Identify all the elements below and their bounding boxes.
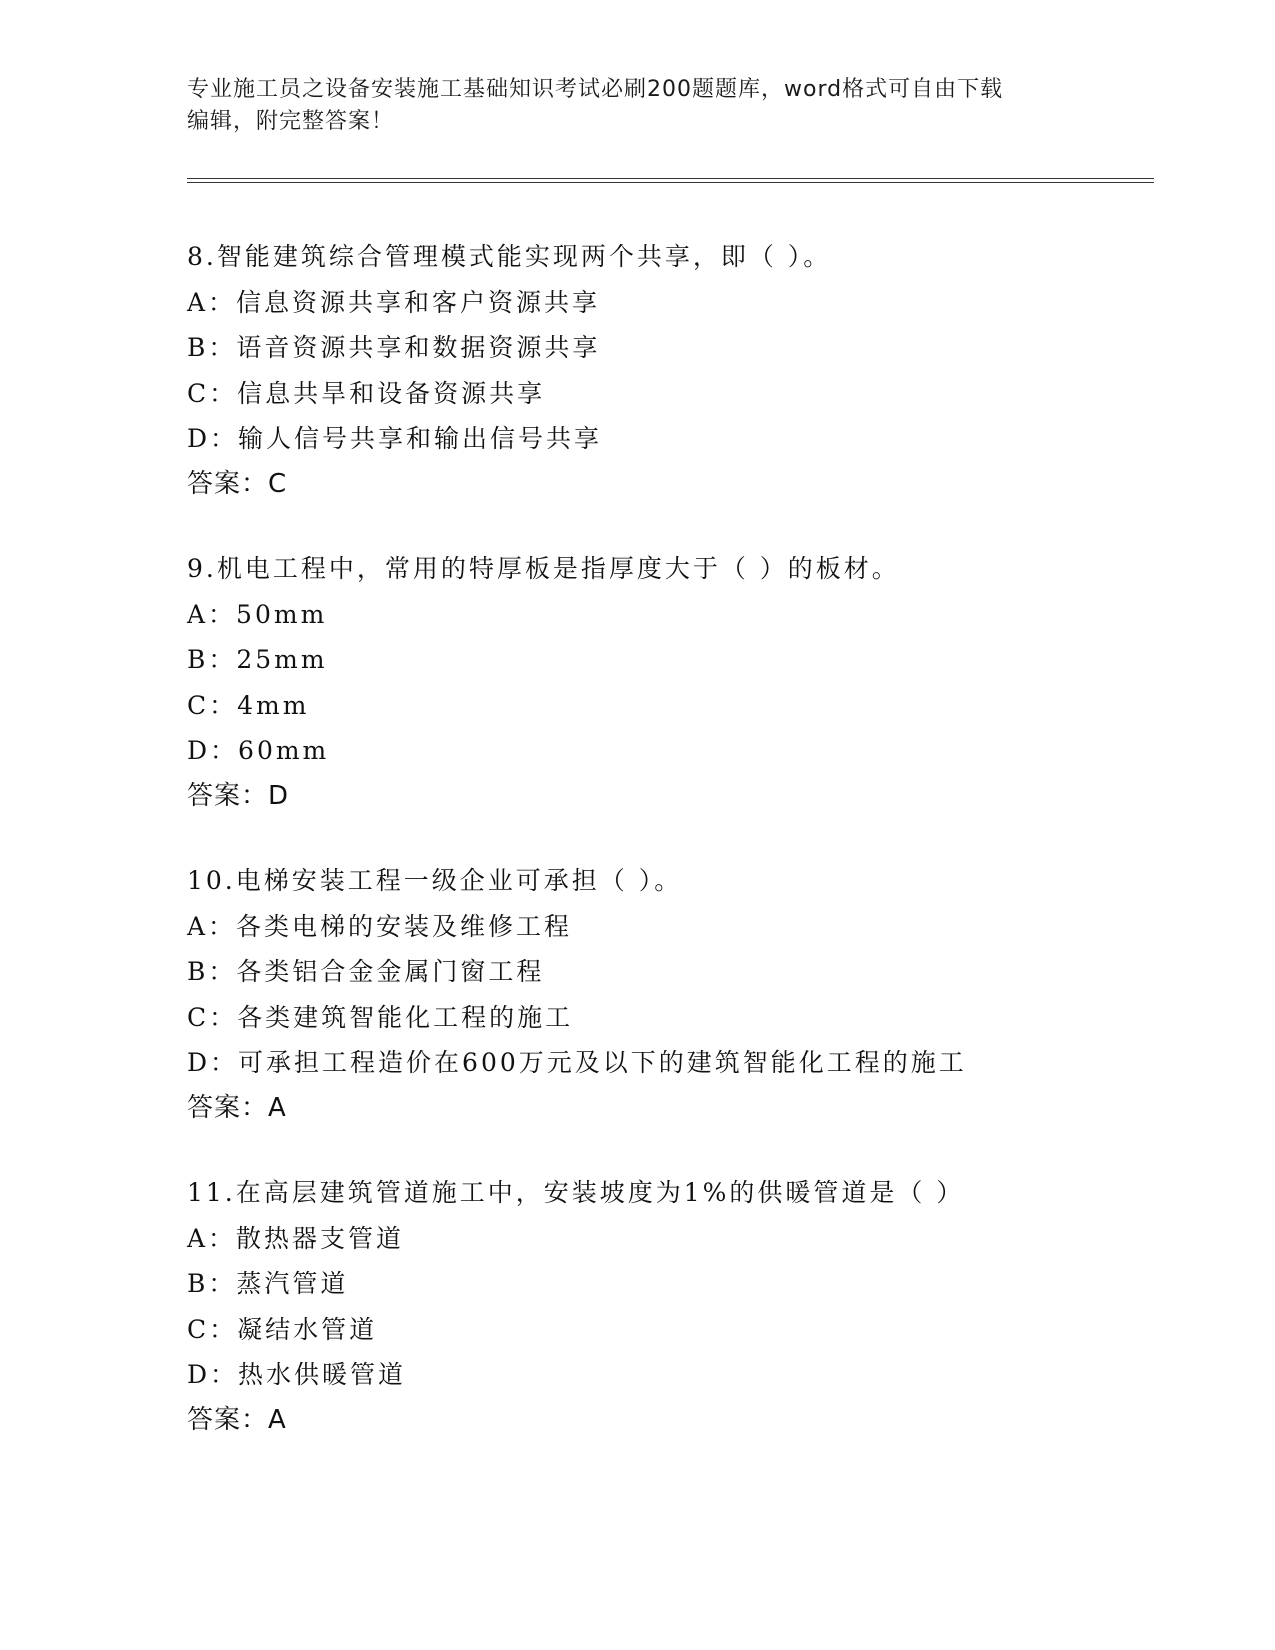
option-c: C：4mm xyxy=(187,690,310,720)
option-b: B：蒸汽管道 xyxy=(187,1269,349,1298)
option-d: D：热水供暖管道 xyxy=(187,1360,407,1389)
question-stem: 10.电梯安装工程一级企业可承担（ ）。 xyxy=(187,866,683,895)
question-stem: 9.机电工程中，常用的特厚板是指厚度大于（ ）的板材。 xyxy=(187,554,900,583)
question-stem: 8.智能建筑综合管理模式能实现两个共享，即（ ）。 xyxy=(187,242,832,271)
option-a: A：各类电梯的安装及维修工程 xyxy=(187,911,573,941)
answer: 答案：D xyxy=(187,780,290,811)
question-10 xyxy=(187,858,1187,1131)
option-a: A：信息资源共享和客户资源共享 xyxy=(187,287,601,317)
document-header xyxy=(187,74,1087,138)
option-d: D：可承担工程造价在600万元及以下的建筑智能化工程的施工 xyxy=(187,1048,967,1077)
option-b: B：25mm xyxy=(187,645,328,674)
option-c: C：各类建筑智能化工程的施工 xyxy=(187,1002,574,1032)
question-8 xyxy=(187,234,1187,507)
question-11 xyxy=(187,1170,1187,1443)
option-a: A：散热器支管道 xyxy=(187,1223,405,1253)
header-line-1: 专业施工员之设备安装施工基础知识考试必刷200题题库，word格式可自由下载 xyxy=(187,77,1004,102)
option-c: C：凝结水管道 xyxy=(187,1314,378,1344)
question-list xyxy=(187,234,1187,1482)
option-b: B：各类铝合金金属门窗工程 xyxy=(187,957,545,986)
option-c: C：信息共旱和设备资源共享 xyxy=(187,378,546,408)
option-d: D：60mm xyxy=(187,736,330,765)
answer: 答案：A xyxy=(187,1404,287,1435)
question-9 xyxy=(187,546,1187,819)
option-a: A：50mm xyxy=(187,599,328,629)
question-stem: 11.在高层建筑管道施工中，安装坡度为1%的供暖管道是（ ） xyxy=(187,1178,965,1207)
answer: 答案：C xyxy=(187,468,288,499)
option-d: D：输人信号共享和输出信号共享 xyxy=(187,424,603,453)
header-divider-top xyxy=(187,178,1154,179)
header-line-2: 编辑，附完整答案！ xyxy=(187,109,395,134)
answer: 答案：A xyxy=(187,1092,287,1123)
option-b: B：语音资源共享和数据资源共享 xyxy=(187,333,601,362)
header-divider-bottom xyxy=(187,182,1154,183)
